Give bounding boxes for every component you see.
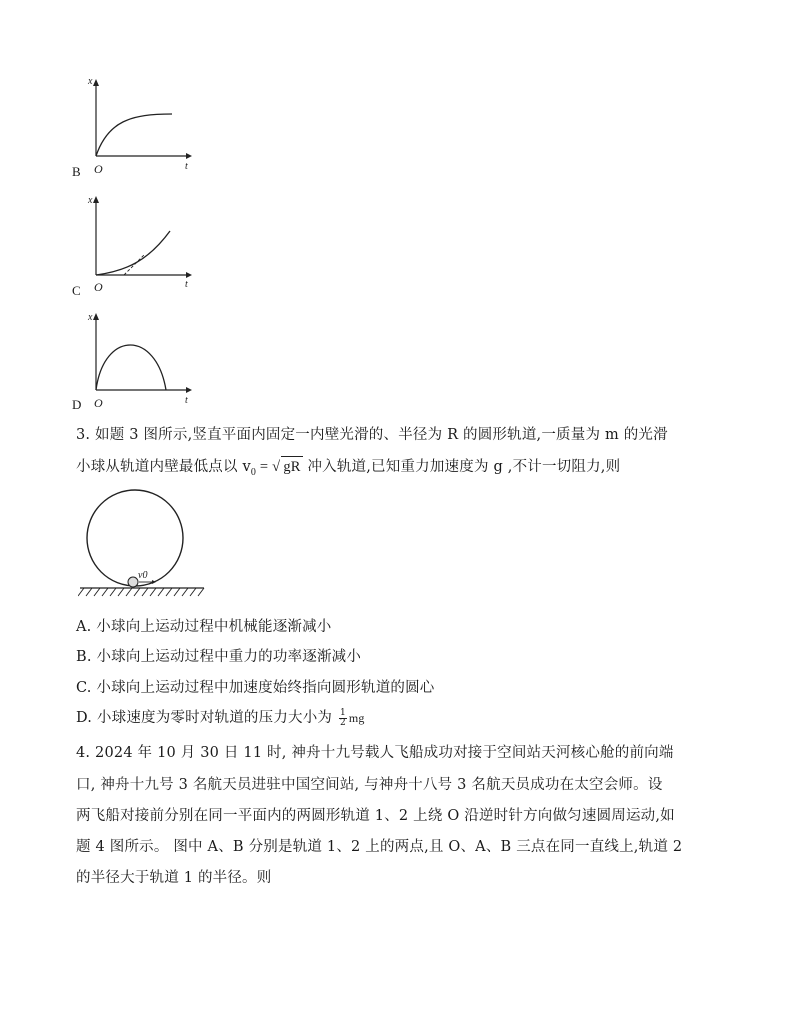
q3-option-d (76, 708, 365, 728)
option-d-letter: D (72, 397, 82, 412)
origin-label: O (94, 396, 103, 410)
option-b-letter: B (72, 164, 81, 179)
y-axis-label: x (88, 312, 93, 323)
q3-option-a: A. 小球向上运动过程中机械能逐渐减小 (76, 619, 332, 635)
graph-c-tangent (124, 255, 144, 275)
q4-line-2: 口, 神舟十九号 3 名航天员进驻中国空间站, 与神舟十八号 3 名航天员成功在太空会师。设 (76, 777, 663, 793)
q4-line-1: 4. 2024 年 10 月 30 日 11 时, 神舟十九号载人飞船成功对接于空间站天河核心舱的前向端 (76, 745, 674, 761)
q4-line-3: 两飞船对接前分别在同一平面内的两圆形轨道 1、2 上绕 O 沿逆时针方向做匀速圆周运动,如 (76, 808, 675, 824)
graph-b (86, 76, 196, 181)
origin-label: O (94, 162, 103, 176)
origin-label: O (94, 280, 103, 294)
y-axis-arrow (93, 313, 99, 320)
q3-stem-part-a: 小球从轨道内壁最低点以 v (76, 459, 251, 475)
x-axis-label: t (185, 395, 188, 406)
graph-d (86, 310, 196, 415)
q3-v0-sub: 0 (250, 466, 257, 478)
q3-option-d-mg: mg (348, 711, 365, 725)
fraction-numerator: 1 (339, 707, 346, 718)
fraction-denominator: 2 (339, 717, 346, 728)
graph-c-svg (86, 193, 196, 298)
q3-figure-svg (78, 488, 208, 604)
q3-figure (78, 488, 208, 604)
q3-option-d-fraction (339, 709, 347, 728)
q3-sqrt-content: gR (281, 456, 302, 477)
option-c-letter: C (72, 283, 81, 298)
q3-option-c: C. 小球向上运动过程中加速度始终指向圆形轨道的圆心 (76, 680, 435, 696)
q4-line-5: 的半径大于轨道 1 的半径。则 (76, 870, 272, 886)
graph-b-svg (86, 76, 196, 181)
q3-stem-line-2 (76, 456, 620, 483)
graph-c-curve (96, 231, 170, 275)
x-axis-label: t (185, 161, 188, 172)
velocity-arrow-head (152, 580, 156, 584)
graph-c (86, 193, 196, 298)
q3-stem-line-1: 3. 如题 3 图所示,竖直平面内固定一内壁光滑的、半径为 R 的圆形轨道,一质量为 m 的光滑 (76, 427, 668, 443)
y-axis-label: x (88, 195, 93, 206)
ground-hatching (78, 588, 204, 596)
x-axis-arrow (186, 387, 192, 393)
velocity-label: v0 (138, 570, 148, 581)
x-axis-label: t (185, 279, 188, 290)
y-axis-arrow (93, 79, 99, 86)
q3-sqrt-symbol: √ (272, 459, 281, 475)
x-axis-arrow (186, 153, 192, 159)
q4-line-4: 题 4 图所示。 图中 A、B 分别是轨道 1、2 上的两点,且 O、A、B 三点在同一直线上,轨道 2 (76, 839, 683, 855)
q3-equals: = (256, 459, 273, 475)
q3-option-b: B. 小球向上运动过程中重力的功率逐渐减小 (76, 649, 362, 665)
ball (128, 577, 138, 587)
q3-stem-part-b: 冲入轨道,已知重力加速度为 g ,不计一切阻力,则 (302, 459, 621, 475)
x-axis-arrow (186, 272, 192, 278)
circular-track (87, 490, 183, 586)
graph-b-curve (96, 114, 172, 156)
y-axis-arrow (93, 196, 99, 203)
y-axis-label: x (88, 76, 93, 87)
graph-d-curve (96, 345, 166, 390)
q3-option-d-text: D. 小球速度为零时对轨道的压力大小为 (76, 710, 333, 726)
graph-d-svg (86, 310, 196, 415)
